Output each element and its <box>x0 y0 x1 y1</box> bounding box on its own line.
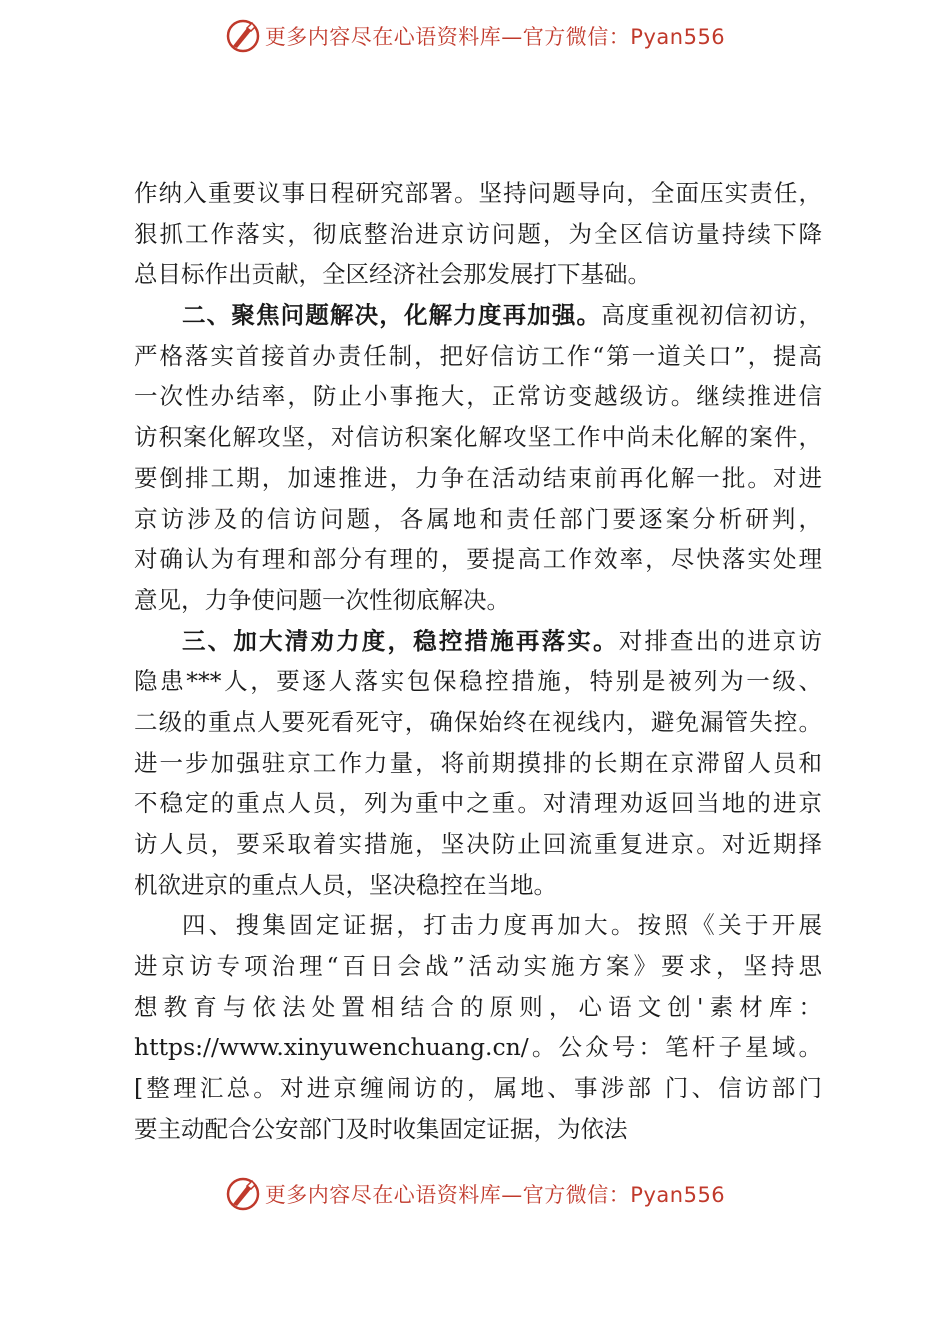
text-span: 高度重视初信初访， <box>601 301 823 330</box>
text-line: 四、搜集固定证据，打击力度再加大。按照《关于开展 <box>182 911 822 940</box>
document-body <box>134 173 822 1150</box>
text-line: 总目标作出贡献，全区经济社会那发展打下基础。 <box>134 260 651 289</box>
text-line: 隐患***人，要逐人落实包保稳控措施，特别是被列为一级、 <box>134 667 822 696</box>
text-line: 京访涉及的信访问题，各属地和责任部门要逐案分析研判， <box>134 504 822 533</box>
paragraph-2 <box>134 295 822 621</box>
text-line: 二级的重点人要死看死守，确保始终在视线内，避免漏管失控。 <box>134 707 822 736</box>
text-line: 对确认为有理和部分有理的，要提高工作效率，尽快落实处理 <box>134 545 822 574</box>
text-line: 进一步加强驻京工作力量，将前期摸排的长期在京滞留人员和 <box>134 748 822 777</box>
text-line: https://www.xinyuwenchuang.cn/。公众号：笔杆子星域。 <box>134 1033 822 1062</box>
text-line: 意见，力争使问题一次性彻底解决。 <box>134 585 510 614</box>
banner-text: 更多内容尽在心语资料库—官方微信：Pyan556 <box>264 1183 726 1207</box>
section-heading: 二、聚焦问题解决，化解力度再加强。 <box>182 301 602 330</box>
paragraph-3 <box>134 621 822 906</box>
text-line: 狠抓工作落实，彻底整治进京访问题，为全区信访量持续下降 <box>134 219 822 248</box>
banner-text: 更多内容尽在心语资料库—官方微信：Pyan556 <box>264 25 726 49</box>
text-line: 作纳入重要议事日程研究部署。坚持问题导向，全面压实责任， <box>134 179 822 207</box>
text-line <box>134 621 822 662</box>
paragraph-4 <box>134 905 822 1149</box>
text-line: 想教育与依法处置相结合的原则，心语文创'素材库： <box>134 992 822 1021</box>
text-line: 严格落实首接首办责任制，把好信访工作“第一道关口”，提高 <box>134 341 822 370</box>
text-line: [整理汇总。对进京缠闹访的，属地、事涉部 门、信访部门 <box>134 1074 822 1103</box>
text-line: 一次性办结率，防止小事拖大，正常访变越级访。继续推进信 <box>134 382 822 411</box>
section-heading: 三、加大清劝力度，稳控措施再落实。 <box>182 626 619 655</box>
paragraph-1 <box>134 173 822 295</box>
footer-banner <box>0 1174 950 1214</box>
text-line: 要倒排工期，加速推进，力争在活动结束前再化解一批。对进 <box>134 463 822 492</box>
header-banner <box>0 16 950 56</box>
text-line: 访人员，要采取着实措施，坚决防止回流重复进京。对近期择 <box>134 830 822 858</box>
text-span: 对排查出的进京访 <box>618 626 822 655</box>
pen-seal-logo-icon <box>225 1176 261 1212</box>
text-line: 要主动配合公安部门及时收集固定证据，为依法 <box>134 1114 628 1143</box>
text-line: 访积案化解攻坚，对信访积案化解攻坚工作中尚未化解的案件， <box>134 423 822 452</box>
pen-seal-logo-icon <box>225 18 261 54</box>
text-line: 不稳定的重点人员，列为重中之重。对清理劝返回当地的进京 <box>134 789 822 818</box>
text-line: 机欲进京的重点人员，坚决稳控在当地。 <box>134 870 557 899</box>
text-line: 进京访专项治理“百日会战”活动实施方案》要求，坚持思 <box>134 952 822 981</box>
text-line <box>134 295 822 336</box>
